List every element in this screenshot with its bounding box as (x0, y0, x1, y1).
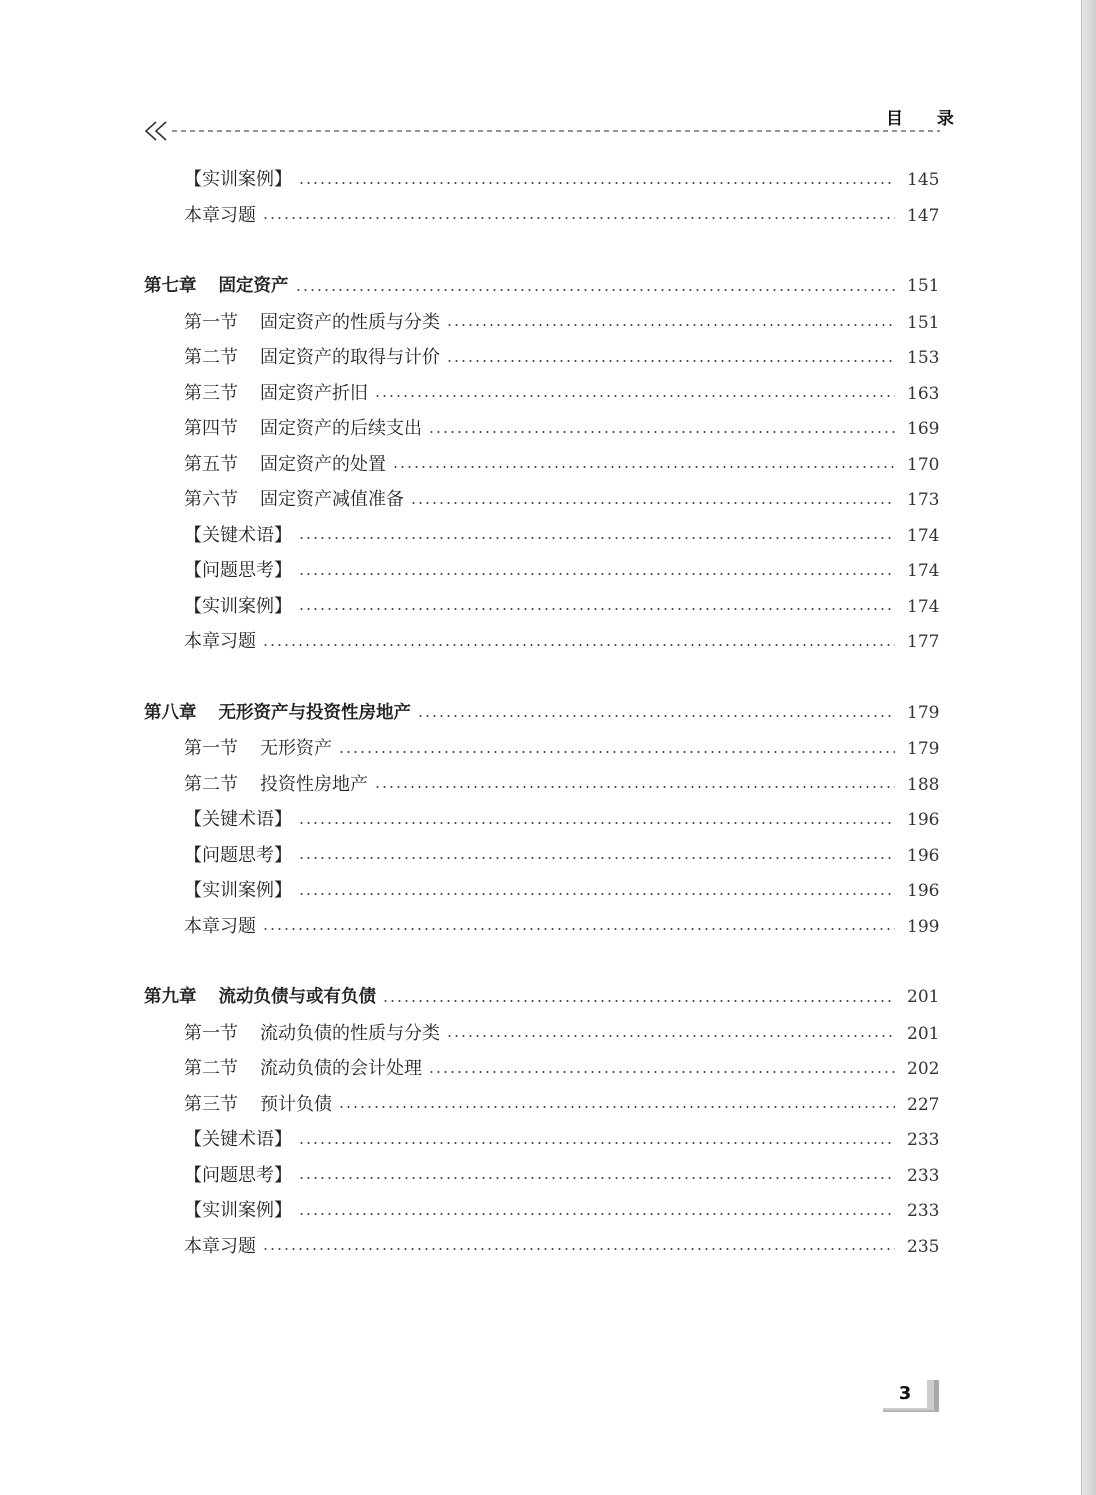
table-of-contents (144, 162, 939, 1264)
section-page: 179 (907, 739, 940, 759)
toc-entry-label: 【关键术语】 (184, 809, 292, 830)
toc-entry[interactable] (144, 909, 939, 945)
section-number: 第二节 (184, 1058, 238, 1079)
dot-leader (446, 360, 895, 362)
section-page: 201 (907, 1023, 940, 1044)
double-chevron-icon (146, 122, 156, 140)
section-title: 固定资产减值准备 (260, 489, 404, 510)
toc-entry-page: 145 (907, 170, 940, 190)
toc-section[interactable] (144, 305, 939, 341)
chapter-title: 无形资产与投资性房地产 (218, 702, 411, 723)
section-number: 第二节 (184, 773, 238, 795)
toc-chapter-7[interactable] (144, 269, 939, 305)
dot-leader (374, 786, 895, 788)
section-number: 第一节 (184, 311, 238, 333)
toc-entry-page: 174 (907, 561, 940, 581)
toc-entry-label: 【关键术语】 (184, 1129, 292, 1150)
dot-leader (446, 324, 895, 326)
dot-leader (262, 1248, 895, 1250)
toc-entry-page: 174 (907, 596, 940, 617)
toc-entry[interactable] (144, 198, 939, 234)
dot-leader (392, 466, 895, 468)
toc-entry-label: 【问题思考】 (184, 1164, 292, 1186)
toc-entry[interactable] (144, 1158, 939, 1194)
toc-entry-page: 196 (907, 845, 940, 866)
section-number: 第五节 (184, 453, 238, 475)
section-number: 第三节 (184, 1093, 238, 1115)
section-title: 流动负债的会计处理 (260, 1058, 422, 1079)
toc-entry-page: 233 (907, 1165, 940, 1186)
toc-entry[interactable] (144, 802, 939, 838)
dot-leader (446, 1035, 895, 1037)
toc-section[interactable] (144, 767, 939, 803)
dot-leader (262, 644, 895, 646)
section-number: 第一节 (184, 738, 238, 759)
toc-entry[interactable] (144, 553, 939, 589)
toc-entry-label: 【实训案例】 (184, 169, 292, 190)
toc-entry-label: 【实训案例】 (184, 880, 292, 901)
dot-leader (262, 928, 895, 930)
section-title: 固定资产的后续支出 (260, 418, 422, 439)
dot-leader (298, 573, 895, 575)
dot-leader (410, 502, 895, 504)
dot-leader (374, 395, 895, 397)
toc-entry-page: 177 (907, 632, 940, 652)
section-title: 投资性房地产 (260, 773, 368, 795)
toc-entry-page: 196 (907, 810, 940, 830)
page-number: 3 (883, 1380, 927, 1408)
dot-leader (298, 857, 895, 859)
section-page: 151 (907, 312, 940, 333)
dot-leader (298, 1213, 895, 1215)
dot-leader (428, 1071, 895, 1073)
header-rule (144, 118, 944, 144)
toc-section[interactable] (144, 1051, 939, 1087)
dot-leader (417, 715, 895, 717)
chapter-number: 第七章 (144, 276, 197, 296)
section-number: 第六节 (184, 489, 238, 510)
toc-entry[interactable] (144, 518, 939, 554)
dot-leader (338, 1106, 895, 1108)
dot-leader (338, 751, 895, 753)
dot-leader (298, 182, 895, 184)
toc-entry[interactable] (144, 838, 939, 874)
toc-section[interactable] (144, 376, 939, 412)
section-page: 170 (907, 454, 940, 475)
toc-chapter-9[interactable] (144, 980, 939, 1016)
toc-entry[interactable] (144, 162, 939, 198)
page-number-badge (883, 1380, 939, 1412)
section-page: 153 (907, 348, 940, 368)
toc-section[interactable] (144, 731, 939, 767)
section-title: 固定资产的性质与分类 (260, 311, 440, 333)
chapter-title: 流动负债与或有负债 (218, 987, 376, 1007)
toc-entry[interactable] (144, 873, 939, 909)
section-page: 163 (907, 383, 940, 404)
section-number: 第二节 (184, 347, 238, 368)
toc-entry[interactable] (144, 589, 939, 625)
toc-section[interactable] (144, 1087, 939, 1123)
chapter-number: 第八章 (144, 702, 197, 723)
dot-leader (298, 822, 895, 824)
section-page: 227 (907, 1094, 940, 1115)
dot-leader (428, 431, 895, 433)
toc-entry-label: 本章习题 (184, 915, 256, 937)
toc-section[interactable] (144, 1016, 939, 1052)
toc-entry[interactable] (144, 624, 939, 660)
toc-section[interactable] (144, 447, 939, 483)
toc-chapter-8[interactable] (144, 696, 939, 732)
chapter-page: 151 (907, 276, 940, 296)
toc-entry[interactable] (144, 1122, 939, 1158)
toc-entry-page: 233 (907, 1201, 940, 1221)
chapter-page: 201 (907, 987, 940, 1007)
toc-entry-page: 235 (907, 1236, 940, 1257)
section-number: 第四节 (184, 418, 238, 439)
toc-entry[interactable] (144, 1193, 939, 1229)
header-title: 目 录 (886, 109, 968, 129)
section-title: 固定资产的取得与计价 (260, 347, 440, 368)
section-number: 第三节 (184, 382, 238, 404)
dot-leader (298, 608, 895, 610)
section-page: 173 (907, 490, 940, 510)
section-title: 预计负债 (260, 1093, 332, 1115)
toc-entry-label: 【实训案例】 (184, 595, 292, 617)
toc-entry-page: 233 (907, 1130, 940, 1150)
section-title: 固定资产折旧 (260, 382, 368, 404)
toc-entry-page: 174 (907, 525, 940, 546)
toc-entry-label: 【实训案例】 (184, 1200, 292, 1221)
chapter-number: 第九章 (144, 987, 197, 1007)
section-title: 无形资产 (260, 738, 332, 759)
dot-leader (298, 893, 895, 895)
dot-leader (382, 1000, 895, 1002)
toc-entry-page: 147 (907, 205, 940, 226)
toc-entry-label: 【问题思考】 (184, 844, 292, 866)
toc-entry-label: 【问题思考】 (184, 560, 292, 581)
dot-leader (262, 217, 895, 219)
toc-entry[interactable] (144, 1229, 939, 1265)
toc-section[interactable] (144, 482, 939, 518)
dot-leader (298, 1177, 895, 1179)
toc-entry-page: 199 (907, 916, 940, 937)
chapter-title: 固定资产 (218, 276, 289, 296)
toc-entry-page: 196 (907, 881, 940, 901)
dot-leader (295, 289, 896, 291)
section-page: 169 (907, 419, 940, 439)
chapter-page: 179 (907, 702, 940, 723)
section-title: 流动负债的性质与分类 (260, 1022, 440, 1044)
page-edge-shadow (1081, 0, 1096, 1495)
section-title: 固定资产的处置 (260, 453, 386, 475)
dot-leader (298, 537, 895, 539)
toc-entry-label: 本章习题 (184, 1235, 256, 1257)
dot-leader (298, 1142, 895, 1144)
toc-section[interactable] (144, 411, 939, 447)
section-page: 202 (907, 1059, 940, 1079)
toc-entry-label: 本章习题 (184, 631, 256, 652)
toc-section[interactable] (144, 340, 939, 376)
section-number: 第一节 (184, 1022, 238, 1044)
section-page: 188 (907, 774, 940, 795)
toc-entry-label: 【关键术语】 (184, 524, 292, 546)
toc-entry-label: 本章习题 (184, 204, 256, 226)
